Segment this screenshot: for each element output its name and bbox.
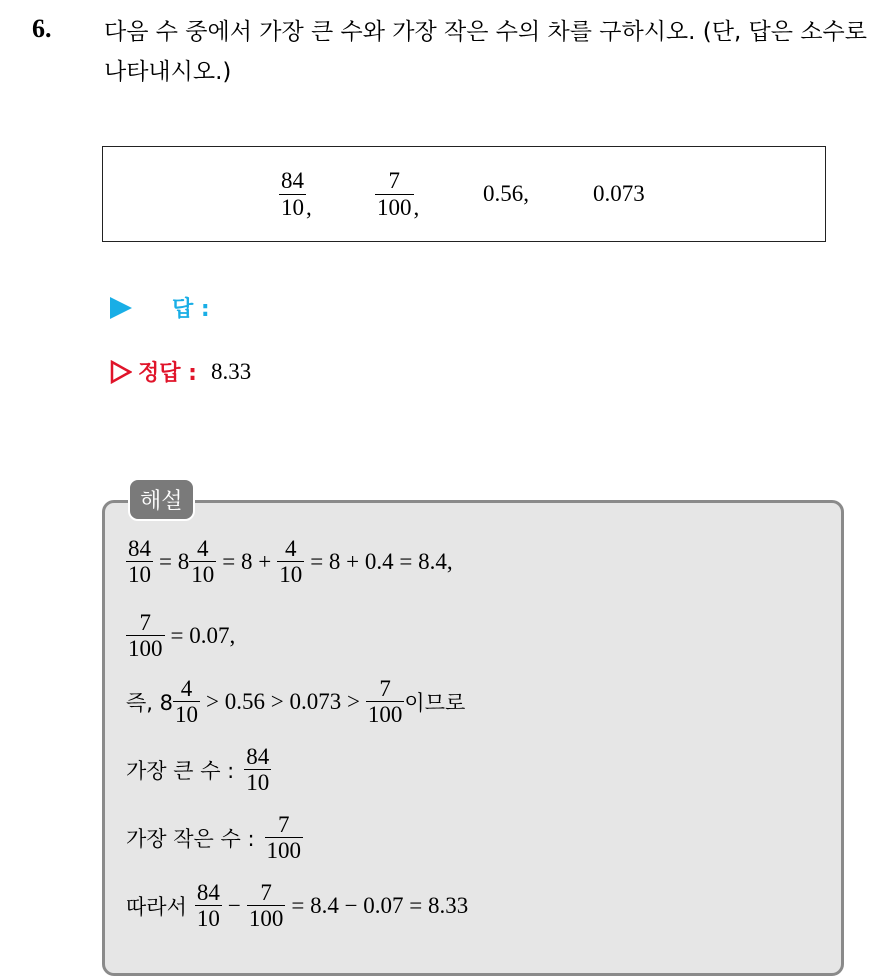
numerator: 84	[196, 880, 220, 905]
expression: = 8.4 − 0.07 = 8.33	[291, 892, 469, 918]
solution-line-3	[126, 676, 465, 728]
numerator: 7	[379, 676, 391, 701]
question-number: 6.	[32, 14, 52, 43]
expression: = 8	[159, 548, 190, 574]
denominator: 10	[281, 194, 304, 220]
expression: = 8 + 0.4 = 8.4,	[310, 548, 453, 574]
comma: ,	[306, 195, 312, 220]
given-decimal-1: 0.56,	[483, 181, 529, 206]
expression: > 0.56 > 0.073 >	[206, 688, 360, 714]
numerator: 7	[260, 880, 272, 905]
largest-label: 가장 큰 수 :	[126, 758, 235, 783]
answer-label: 답 :	[172, 297, 210, 322]
expression: 이므로	[404, 690, 466, 715]
denominator: 10	[191, 562, 215, 588]
numerator: 4	[196, 536, 209, 561]
numerator: 84	[128, 536, 151, 561]
solution-line-6	[126, 880, 474, 932]
expression: = 0.07,	[170, 622, 236, 648]
expression: = 8 +	[222, 548, 272, 574]
denominator: 100	[248, 906, 284, 932]
solid-triangle-icon	[110, 297, 132, 319]
solution-tag: 해설	[128, 478, 195, 521]
solution-line-1	[126, 536, 459, 588]
solution-line-2	[126, 610, 241, 662]
numerator: 7	[388, 168, 400, 194]
correct-answer-label: 정답 :	[138, 361, 197, 386]
comma: ,	[413, 195, 420, 220]
question-text: 다음 수 중에서 가장 큰 수와 가장 작은 수의 차를 구하시오. (단, 답은 소수로 나타내시오.)	[104, 19, 867, 85]
denominator: 10	[196, 906, 220, 932]
expression: 즉, 8	[126, 690, 173, 715]
denominator: 100	[367, 702, 403, 728]
numerator: 4	[284, 536, 297, 561]
denominator: 10	[175, 702, 198, 728]
denominator: 10	[128, 562, 151, 588]
numerator: 4	[180, 676, 193, 701]
denominator: 100	[377, 194, 412, 220]
answer-row	[110, 292, 210, 323]
correct-answer-value: 8.33	[210, 358, 252, 384]
denominator: 100	[266, 838, 302, 864]
denominator: 10	[246, 770, 270, 796]
numerator: 84	[281, 168, 304, 194]
given-fraction-2	[375, 147, 419, 241]
solution-line-4	[126, 744, 271, 796]
expression: 따라서	[126, 894, 187, 919]
denominator: 100	[128, 636, 163, 662]
numerator: 7	[139, 610, 151, 635]
numerator: 7	[278, 812, 290, 837]
solution-line-5	[126, 812, 303, 864]
expression: −	[227, 892, 241, 918]
given-numbers-box	[102, 146, 826, 242]
correct-answer-row	[110, 356, 251, 387]
outline-triangle-icon	[110, 360, 132, 384]
denominator: 10	[279, 562, 303, 588]
given-decimal-2: 0.073	[593, 181, 645, 206]
given-fraction-1	[279, 147, 312, 241]
smallest-label: 가장 작은 수 :	[126, 826, 255, 851]
numerator: 84	[246, 744, 270, 769]
